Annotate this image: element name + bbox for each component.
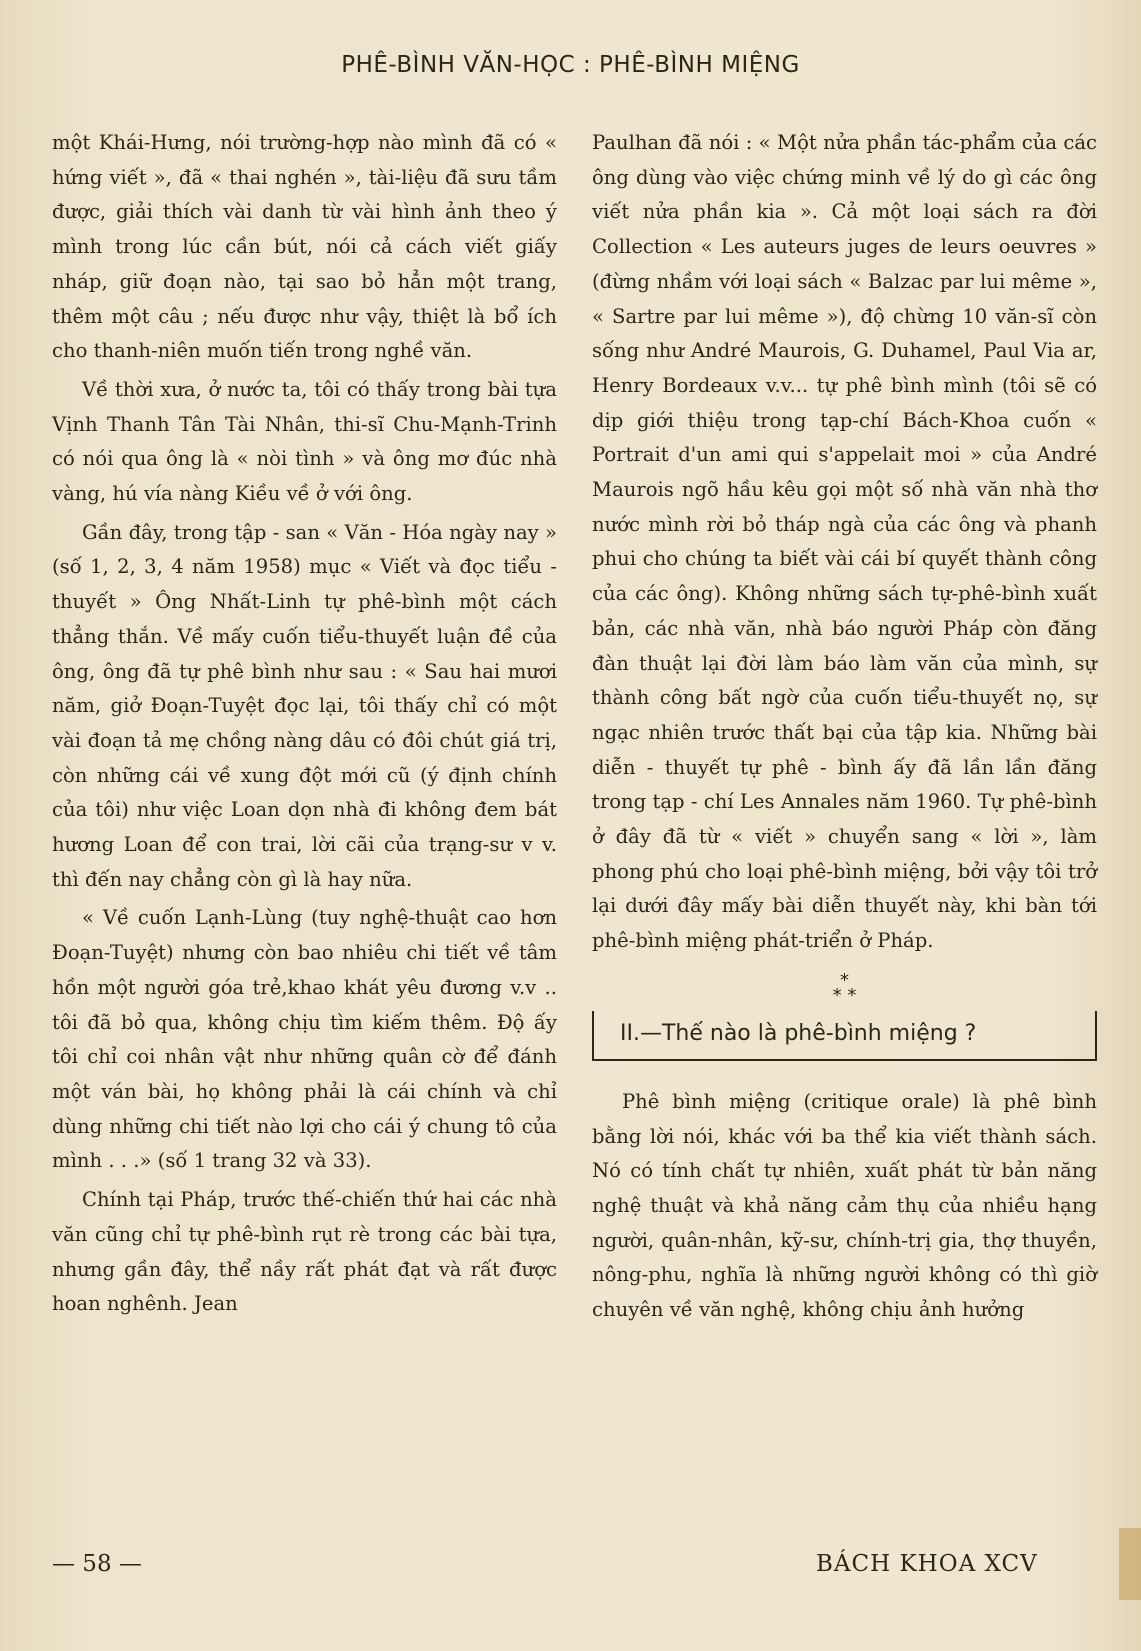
paragraph: Gần đây, trong tập - san « Văn - Hóa ngày nay » (số 1, 2, 3, 4 năm 1958) mục « Viết và đọc tiểu - thuyết » Ông Nhất-Linh tự phê-bình một cách thẳng thắn. Về mấy cuốn tiểu-thuyết luận đề của ông, ông đã tự phê bình như sau : « Sau hai mươi năm, giở Đoạn-Tuyệt đọc lại, tôi thấy chỉ có một vài đoạn tả mẹ chồng nàng dâu có đôi chút giá trị, còn những cái về xung đột mới cũ (ý định chính của tôi) như việc Loan dọn nhà đi không đem bát hương Loan để con trai, lời cãi của trạng-sư v v. thì đến nay chẳng còn gì là hay nữa. xyxy=(52,520,557,891)
paragraph: một Khái-Hưng, nói trường-hợp nào mình đã có « hứng viết », đã « thai nghén », tài-liệu đã sưu tầm được, giải thích vài danh từ vài hình ảnh theo ý mình trong lúc cần bút, nói cả cách viết giấy nháp, giữ đoạn nào, tại sao bỏ hẳn một trang, thêm một câu ; nếu được như vậy, thiệt là bổ ích cho thanh-niên muốn tiến trong nghề văn. xyxy=(52,131,557,363)
paragraph: Paulhan đã nói : « Một nửa phần tác-phẩm của các ông dùng vào việc chứng minh về lý do gì các ông viết nửa phần kia ». Cả một loại sách ra đời Collection « Les auteurs juges de leurs oeuvres » (đừng nhầm với loại sách « Balzac par lui même », « Sartre par lui même »), độ chừng 10 văn-sĩ còn sống như André Maurois, G. Duhamel, Paul Via ar, Henry Bordeaux v.v... tự phê bình mình (tôi sẽ có dịp giới thiệu trong tạp-chí Bách-Khoa cuốn « Portrait d'un ami qui s'appelait moi » của André Maurois ngõ hầu kêu gọi một số nhà văn nhà thơ nước mình rời bỏ tháp ngà của các ông và phanh phui cho chúng ta biết vài cái bí quyết thành công của các ông). Không những sách tự-phê-bình xuất bản, các nhà văn, nhà báo người Pháp còn đăng đàn thuật lại đời làm báo làm văn của mình, sự thành công bất ngờ của cuốn tiểu-thuyết nọ, sự ngạc nhiên trước thất bại của tập kia. Những bài diễn - thuyết tự phê - bình ấy đã lần lần đăng trong tạp - chí Les Annales năm 1960. Tự phê-bình ở đây đã từ « viết » chuyển sang « lời », làm phong phú cho loại phê-bình miệng, bởi vậy tôi trở lại dưới đây mấy bài diễn thuyết này, khi bàn tới phê-bình miệng phát-triển ở Pháp. xyxy=(592,131,1097,953)
section-separator xyxy=(592,969,1097,1006)
left-column xyxy=(52,126,557,1322)
separator-star-top: * xyxy=(840,969,849,991)
separator-star-bottom: * * xyxy=(832,984,857,1006)
magazine-footer: BÁCH KHOA XCV xyxy=(816,1551,1038,1577)
page-number: — 58 — xyxy=(52,1551,142,1577)
section-heading: II.—Thế nào là phê-bình miệng ? xyxy=(592,1011,1097,1061)
paragraph: « Về cuốn Lạnh-Lùng (tuy nghệ-thuật cao hơn Đoạn-Tuyệt) nhưng còn bao nhiêu chi tiết về tâm hồn một người góa trẻ,khao khát yêu đương v.v .. tôi đã bỏ qua, không chịu tìm kiếm thêm. Độ ấy tôi chỉ coi nhân vật như những quân cờ để đánh một ván bài, họ không phải là cái chính và chỉ dùng những chi tiết nào lợi cho cái ý chung tô của mình . . .» (số 1 trang 32 và 33). xyxy=(52,906,557,1173)
right-column xyxy=(592,126,1097,1328)
paragraph: Về thời xưa, ở nước ta, tôi có thấy trong bài tựa Vịnh Thanh Tân Tài Nhân, thi-sĩ Chu-Mạnh-Trinh có nói qua ông là « nòi tình » và ông mơ đúc nhà vàng, hú vía nàng Kiều về ở với ông. xyxy=(52,377,557,506)
running-header: PHÊ-BÌNH VĂN-HỌC : PHÊ-BÌNH MIỆNG xyxy=(341,52,800,78)
paragraph: Phê bình miệng (critique orale) là phê bình bằng lời nói, khác với ba thể kia viết thành sách. Nó có tính chất tự nhiên, xuất phát từ bản năng nghệ thuật và khả năng cảm thụ của nhiều hạng người, quân-nhân, kỹ-sư, chính-trị gia, thợ thuyền, nông-phu, nghĩa là những người không có thì giờ chuyên về văn nghệ, không chịu ảnh hưởng xyxy=(592,1089,1097,1322)
paragraph: Chính tại Pháp, trước thế-chiến thứ hai các nhà văn cũng chỉ tự phê-bình rụt rè trong các bài tựa, nhưng gần đây, thể nầy rất phát đạt và rất được hoan nghênh. Jean xyxy=(52,1188,557,1316)
page-edge-mark xyxy=(1119,1528,1141,1600)
